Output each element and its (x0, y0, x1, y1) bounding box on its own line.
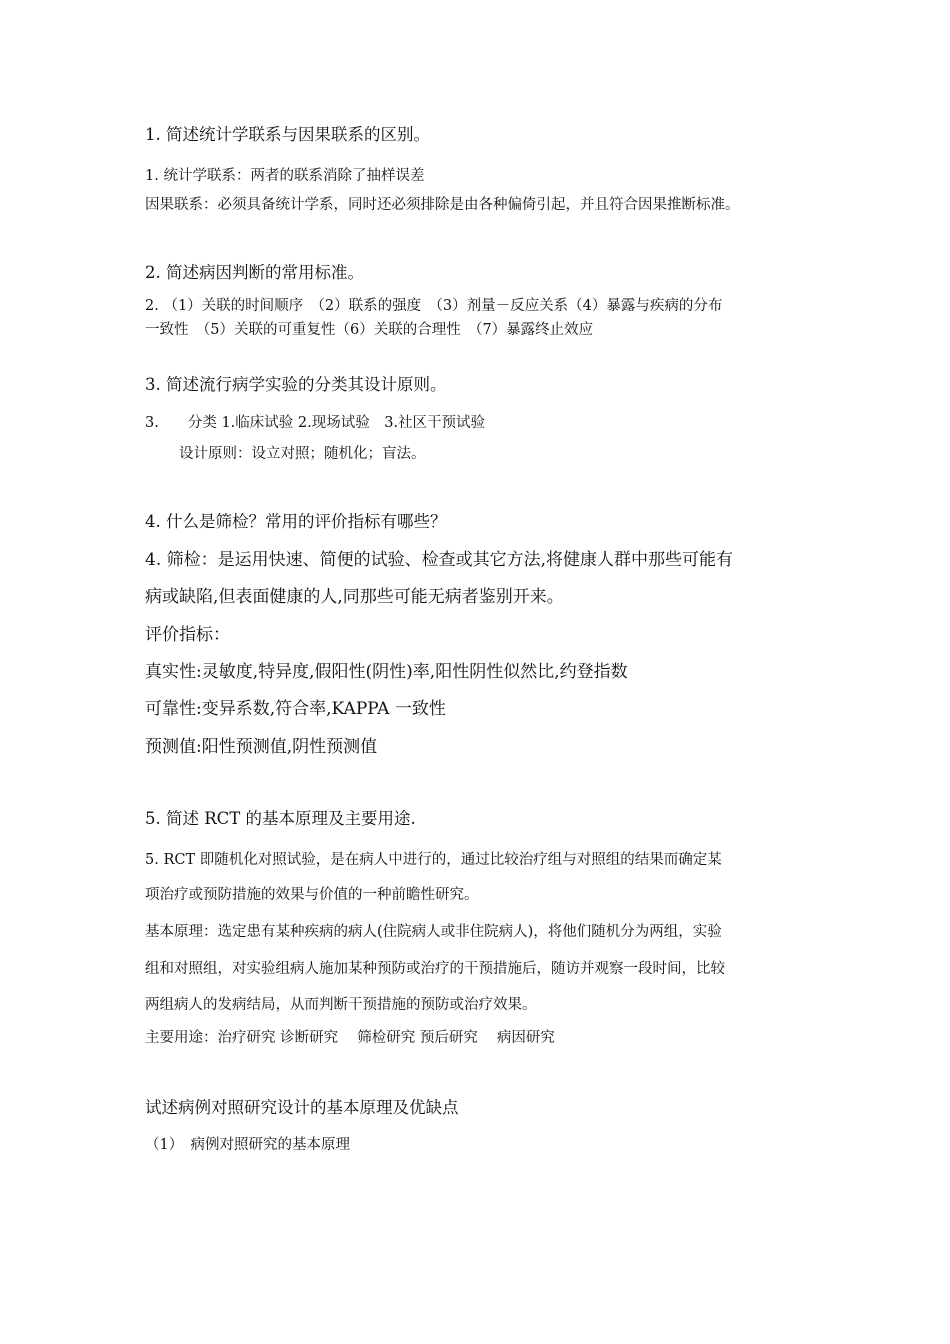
question-5-principle-line-3: 两组病人的发病结局，从而判断干预措施的预防或治疗效果。 (145, 997, 537, 1013)
reliability-indicators: 可靠性:变异系数,符合率,KAPPA 一致性 (145, 699, 446, 719)
question-1-answer-line-2: 因果联系：必须具备统计学系，同时还必须排除是由各种偏倚引起，并且符合因果推断标准。 (145, 197, 740, 213)
question-6-title: 试述病例对照研究设计的基本原理及优缺点 (145, 1098, 459, 1117)
question-5-principle-line-1: 基本原理：选定患有某种疾病的病人(住院病人或非住院病人)，将他们随机分为两组，实验 (145, 924, 722, 940)
question-6-answer-line-1: （1） 病例对照研究的基本原理 (145, 1137, 350, 1153)
question-2-answer-line-1: 2. （1）关联的时间顺序 （2）联系的强度 （3）剂量－反应关系（4）暴露与疾病的分布 (145, 298, 723, 314)
question-3-answer-line-1: 3. 分类 1.临床试验 2.现场试验 3.社区干预试验 (145, 415, 486, 431)
question-3-title: 3. 简述流行病学实验的分类其设计原则。 (145, 375, 447, 394)
question-4-answer-line-2: 病或缺陷,但表面健康的人,同那些可能无病者鉴别开来。 (145, 587, 564, 607)
question-4-title: 4. 什么是筛检？常用的评价指标有哪些？ (145, 512, 447, 531)
question-1-title: 1. 简述统计学联系与因果联系的区别。 (145, 125, 430, 144)
question-4-answer-line-1: 4. 筛检：是运用快速、简便的试验、检查或其它方法,将健康人群中那些可能有 (145, 550, 734, 570)
evaluation-indicators-label: 评价指标： (145, 625, 230, 645)
question-2-answer-line-2: 一致性 （5）关联的可重复性（6）关联的合理性 （7）暴露终止效应 (145, 322, 594, 338)
question-5-main-uses: 主要用途：治疗研究 诊断研究 筛检研究 预后研究 病因研究 (145, 1030, 555, 1046)
validity-indicators: 真实性:灵敏度,特异度,假阳性(阴性)率,阳性阴性似然比,约登指数 (145, 662, 628, 682)
question-2-title: 2. 简述病因判断的常用标准。 (145, 263, 364, 282)
question-3-answer-line-2: 设计原则：设立对照；随机化；盲法。 (179, 446, 426, 462)
predictive-value-indicators: 预测值:阳性预测值,阴性预测值 (145, 737, 378, 757)
question-1-answer-line-1: 1. 统计学联系：两者的联系消除了抽样误差 (145, 168, 425, 184)
question-5-title: 5. 简述 RCT 的基本原理及主要用途. (145, 809, 416, 828)
question-5-answer-line-2: 项治疗或预防措施的效果与价值的一种前瞻性研究。 (145, 887, 479, 903)
question-5-principle-line-2: 组和对照组，对实验组病人施加某种预防或治疗的干预措施后，随访并观察一段时间，比较 (145, 961, 725, 977)
question-5-answer-line-1: 5. RCT 即随机化对照试验，是在病人中进行的，通过比较治疗组与对照组的结果而确定某 (145, 852, 722, 868)
